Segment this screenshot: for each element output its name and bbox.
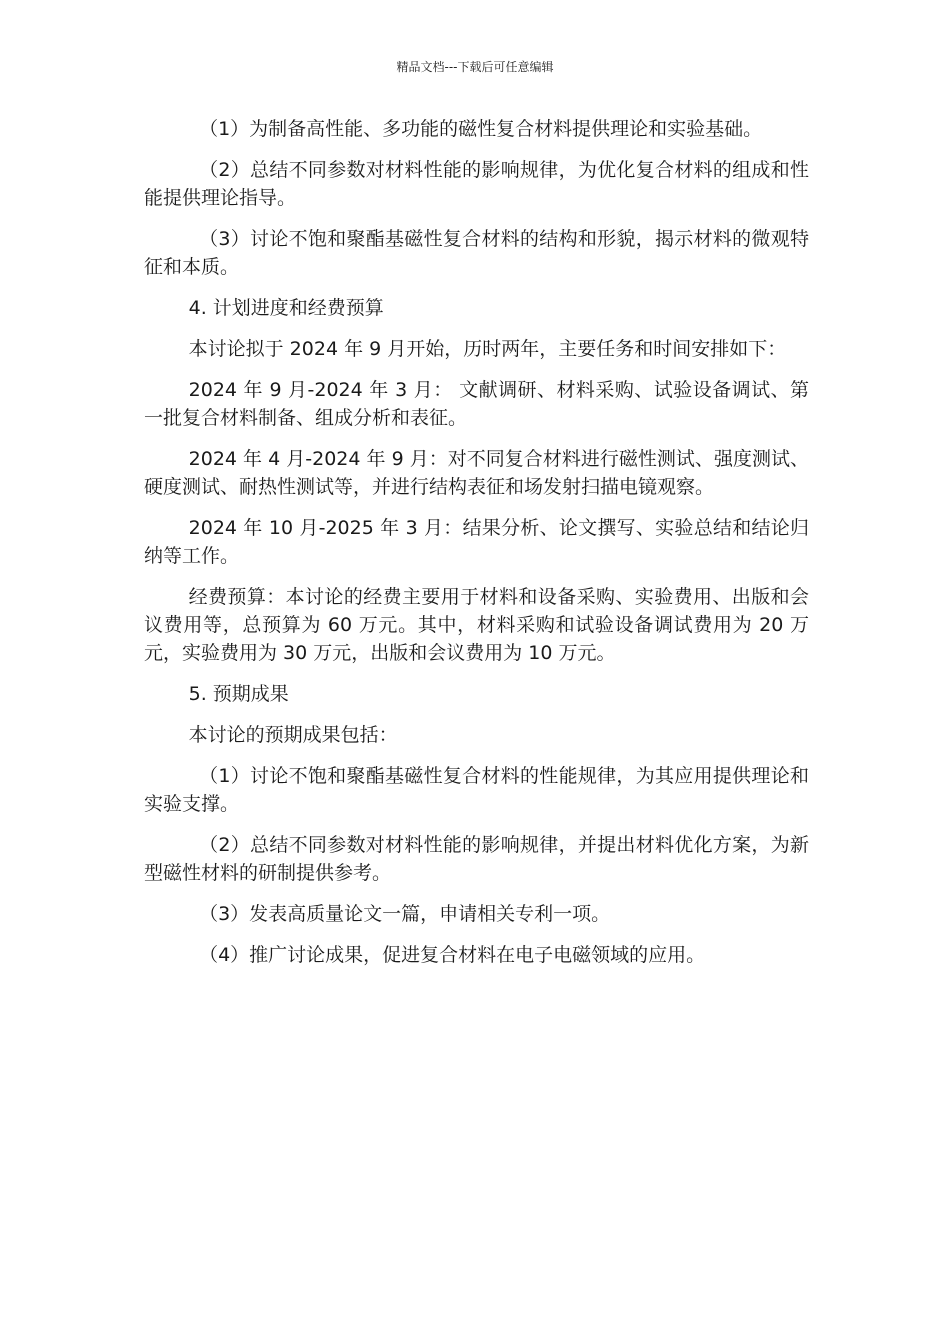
- paragraph-outcome-3: （3）发表高质量论文一篇，申请相关专利一项。: [199, 903, 611, 925]
- paragraph-3: （3）讨论不饱和聚酯基磁性复合材料的结构和形貌，揭示材料的微观特征和本质。: [144, 228, 809, 278]
- paragraph-schedule-phase-3: 2024 年 10 月-2025 年 3 月：结果分析、论文撰写、实验总结和结论归纳等工作。: [144, 517, 809, 567]
- section-heading-outcomes: 5. 预期成果: [188, 683, 289, 705]
- paragraph-1: （1）为制备高性能、多功能的磁性复合材料提供理论和实验基础。: [199, 118, 763, 140]
- paragraph-schedule-intro: 本讨论拟于 2024 年 9 月开始，历时两年，主要任务和时间安排如下：: [188, 338, 787, 360]
- paragraph-outcome-2: （2）总结不同参数对材料性能的影响规律，并提出材料优化方案，为新型磁性材料的研制提供参考。: [144, 834, 809, 884]
- paragraph-budget: 经费预算：本讨论的经费主要用于材料和设备采购、实验费用、出版和会议费用等，总预算为 60 万元。其中，材料采购和试验设备调试费用为 20 万元，实验费用为 30 万元，出版和会议费用为 10 万元。: [144, 586, 809, 664]
- paragraph-outcomes-intro: 本讨论的预期成果包括：: [188, 724, 398, 746]
- paragraph-schedule-phase-2: 2024 年 4 月-2024 年 9 月：对不同复合材料进行磁性测试、强度测试、硬度测试、耐热性测试等，并进行结构表征和场发射扫描电镜观察。: [144, 448, 809, 498]
- paragraph-schedule-phase-1: 2024 年 9 月-2024 年 3 月： 文献调研、材料采购、试验设备调试、第一批复合材料制备、组成分析和表征。: [144, 379, 809, 429]
- paragraph-2: （2）总结不同参数对材料性能的影响规律，为优化复合材料的组成和性能提供理论指导。: [144, 159, 809, 209]
- page-header: 精品文档---下载后可任意编辑: [396, 60, 554, 74]
- paragraph-outcome-4: （4）推广讨论成果，促进复合材料在电子电磁领域的应用。: [199, 944, 706, 966]
- document-body: [144, 115, 809, 982]
- section-heading-schedule: 4. 计划进度和经费预算: [188, 297, 384, 319]
- paragraph-outcome-1: （1）讨论不饱和聚酯基磁性复合材料的性能规律，为其应用提供理论和实验支撑。: [144, 765, 809, 815]
